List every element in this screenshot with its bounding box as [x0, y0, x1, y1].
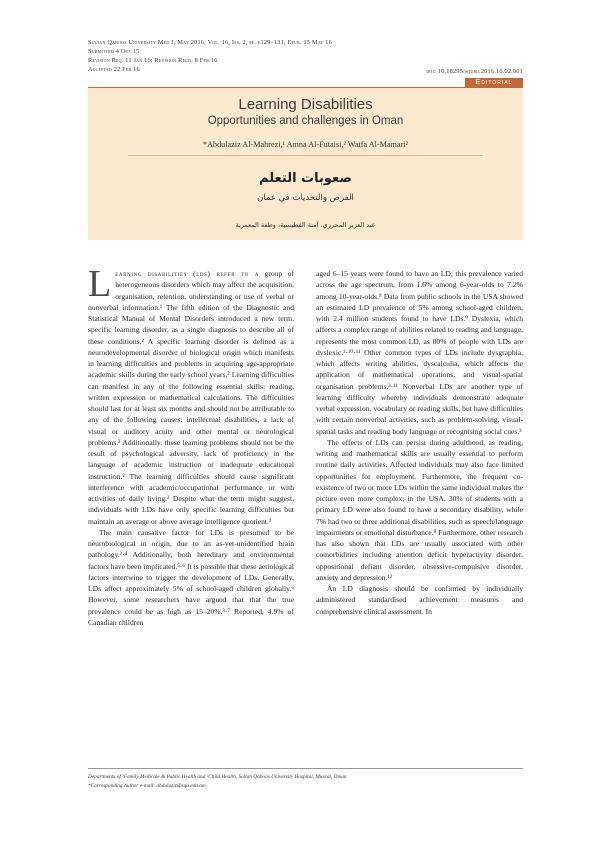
body-column-right [316, 268, 523, 763]
body-column-left [88, 268, 294, 838]
paragraph: The effects of LDs can persist during adulthood, as reading, writing and mathematical skills are usually essential to perform routine daily activities. Affected individuals may also face limited opportunities for employment. Furthermore, the frequent co-existence of two or more LDs within the same individual makes the picture even more complex; in the USA, 30% of students with a primary LD were also found to have a secondary disability, while 7% had two or three additional disabilities, such as speech/language impairments or emotional disturbance.⁹ Furthermore, other research has also shown that LDs are usually associated with other comorbidities including attention deficit hyperactivity disorder, oppositional defiant disorder, obsessive-compulsive disorder, anxiety and depression.¹² [316, 437, 523, 582]
article-title: Learning Disabilities [238, 96, 373, 113]
paragraph: aged 6–15 years were found to have an LD; this prevalence varied across the age spectrum, from 1.6% among 6-year-olds to 7.2% among 10-year-olds.⁸ Data from public schools in the USA showed an estimated LD prevalence of 5% among school-aged children, with 2.4 million students found to have LDs.⁹ Dyslexia, which affects a complex range of abilities related to reading and language, represents the most common LD, as 80% of people with LDs are dyslexic.³·¹⁰·¹¹ Other common types of LDs include dysgraphia, which affects writing abilities, dyscalculia, which affects the application of mathematical operations, and visual-spatial organisation problems.³·¹¹ Nonverbal LDs are another type of learning difficulty whereby individuals demonstrate adequate verbal expression, vocabulary or reading skills, but have difficulties with certain nonverbal activities, such as problem-solving, visual-spatial tasks and reading body language or recognising social cues.³ [316, 269, 523, 436]
paragraph [88, 268, 294, 527]
title-block [88, 88, 523, 240]
lead-words: earning disabilities (lds) refer to a [115, 269, 260, 278]
accepted-date: Accepted 22 Feb 16 [88, 66, 140, 74]
arabic-authors: عبد العزيز المحرزي، آمنة الفطيسية، وطفة المعمرية [235, 221, 376, 229]
arabic-title: صعوبات التعلم [259, 171, 352, 186]
title-divider [128, 155, 483, 156]
article-meta [88, 38, 332, 74]
paragraph: An LD diagnosis should be confirmed by individually administered standardised achievement measures and comprehensive clinical assessment. In [316, 584, 523, 616]
corresponding-author[interactable]: *Corresponding Author e-mail: abdulaziz@squ.edu.om [88, 782, 206, 789]
section-badge: Editorial [465, 78, 523, 87]
article-subtitle: Opportunities and challenges in Oman [207, 115, 404, 127]
departments-note: Departments of ¹Family Medicine & Public Health and ²Child Health, Sultan Qaboos University Hospital, Muscat, Oman [88, 774, 347, 780]
doi-link[interactable]: doi: 10.18295/squmj.2016.16.02.001 [426, 68, 523, 75]
footnote [88, 768, 523, 790]
submitted-date: Submitted 4 Oct 15 [88, 48, 140, 56]
paragraph-text: group of heterogeneous disorders which may affect the acquisition, organisation, retention, understanding or use of verbal or nonverbal information.¹ The fifth edition of the Diagnostic and Statistical Manual of Mental Disorders introduced a new term, specific learning disorder, as a single diagnosis to describe all of these conditions.² A specific learning disorder is defined as a neurodevelopmental disorder of biological origin which manifests in learning difficulties and problems in acquiring age-appropriate academic skills during the early school years.² Learning difficulties can manifest in any of the following essential skills: reading, written expression or mathematical calculations. The difficulties should last for at least six months and should not be attributable to any of the following causes: intellectual disabilities, a lack of visual or auditory acuity and other mental or neurological problems.² Additionally, these learning problems should not be the result of psychological adversity, lack of proficiency in the language of academic instruction or inadequate educational instruction.² The learning difficulties should cause significant interference with academic/occupational performance or with activities of daily living.² Despite what the term might suggest, individuals with LDs have only specific learning difficulties but maintain an average or above average intelligence quotient.³ [88, 269, 294, 526]
author-list: *Abdulaziz Al-Mahrezi,¹ Amna Al-Futaisi,² Watfa Al-Mamari² [202, 140, 409, 149]
revision-dates: Revision Req. 11 Jan 16; Revision Recd. 8 Feb 16 [88, 57, 218, 65]
drop-cap: L [88, 268, 112, 305]
journal-line: Sultan Qaboos University Med J, May 2016, Vol. 16, Iss. 2, pp. e129–131, Epub. 15 May 16 [88, 39, 332, 46]
paragraph: The main causative factor for LDs is presumed to be neurobiological in origin, due to an as-yet-unidentified brain pathology.³·⁴ Additionally, both hereditary and environmental factors have been implicated.⁵·⁶ It is possible that these aetiological factors intertwine to trigger the development of LDs. Generally, LDs affect approximately 5% of school-aged children globally.⁶ However, some researchers have argued that that the true prevalence could be as high as 15–20%.³·⁷ Reported, 4.9% of Canadian children [88, 527, 294, 627]
arabic-subtitle: الفرص والتحديات في عمان [257, 193, 354, 203]
